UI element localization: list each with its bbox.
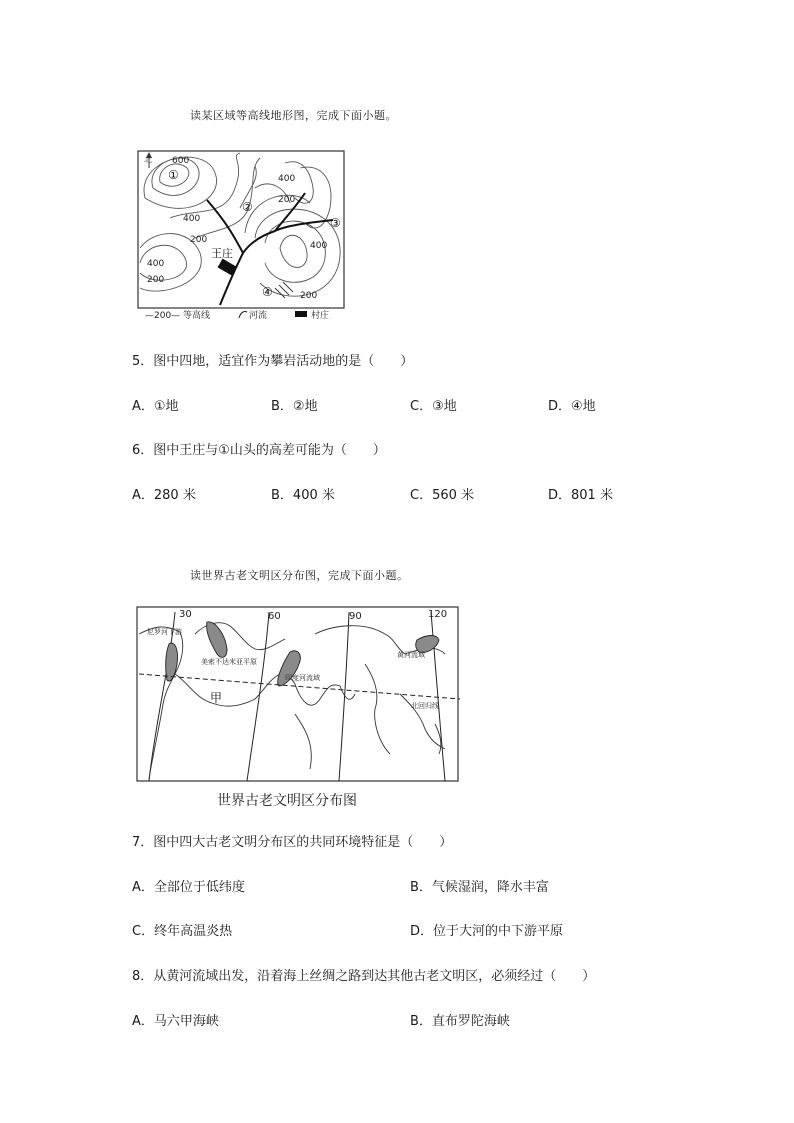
contour-map (135, 148, 347, 324)
village-label: 王庄 (211, 247, 233, 260)
longitude-label: 30 (179, 609, 192, 620)
tropic-label: 北回归线 (411, 702, 439, 710)
q6-option-a[interactable]: A．280 米 (132, 488, 196, 503)
contour-label: 200 (278, 195, 296, 205)
intro-text-1: 读某区域等高线地形图，完成下面小题。 (190, 109, 397, 122)
jia-label: 甲 (210, 691, 223, 705)
longitude-label: 120 (428, 609, 448, 620)
contour-label: 400 (310, 241, 328, 251)
site-marker-2: ② (242, 200, 253, 214)
intro-text-2: 读世界古老文明区分布图，完成下面小题。 (190, 569, 409, 582)
q7-option-a[interactable]: A．全部位于低纬度 (132, 880, 245, 895)
q7-option-d[interactable]: D．位于大河的中下游平原 (410, 924, 564, 939)
north-label: 北 (144, 155, 152, 164)
legend-village: 村庄 (311, 311, 330, 321)
contour-label: 400 (183, 214, 201, 224)
q5-option-c[interactable]: C．③地 (410, 399, 457, 414)
site-marker-4: ④ (262, 285, 273, 299)
q7-option-c[interactable]: C．终年高温炎热 (132, 924, 233, 939)
question-7-stem: 7．图中四大古老文明分布区的共同环境特征是（ ） (132, 835, 453, 850)
q6-option-b[interactable]: B．400 米 (271, 488, 335, 503)
question-5-stem: 5．图中四地，适宜作为攀岩活动地的是（ ） (132, 354, 414, 369)
contour-label: 400 (147, 259, 165, 269)
map-legend (145, 309, 329, 321)
q6-option-d[interactable]: D．801 米 (548, 488, 613, 503)
contour-label: 400 (278, 174, 296, 184)
map-frame (137, 607, 458, 781)
q5-option-d[interactable]: D．④地 (548, 399, 596, 414)
site-marker-1: ① (168, 168, 179, 182)
mesopotamia-label: 美索不达米亚平原 (201, 658, 257, 666)
longitude-label: 90 (349, 611, 362, 622)
q8-option-a[interactable]: A．马六甲海峡 (132, 1014, 219, 1029)
contour-label: 200 (147, 275, 165, 285)
world-map-caption: 世界古老文明区分布图 (217, 793, 357, 809)
contour-label: 600 (172, 156, 190, 166)
q5-option-b[interactable]: B．②地 (271, 399, 318, 414)
q5-option-a[interactable]: A．①地 (132, 399, 179, 414)
legend-river: 河流 (249, 311, 268, 321)
indus-label: 印度河流域 (285, 674, 320, 682)
world-civilization-map (135, 604, 461, 784)
contour-label: 200 (190, 235, 208, 245)
q7-option-b[interactable]: B．气候湿润，降水丰富 (410, 880, 549, 895)
yellow-river-label: 黄河流域 (397, 651, 425, 659)
question-6-stem: 6．图中王庄与①山头的高差可能为（ ） (132, 443, 386, 458)
longitude-label: 60 (268, 611, 281, 622)
village-legend-icon (295, 311, 307, 317)
legend-contour-sample: —200— (145, 311, 181, 321)
q8-option-b[interactable]: B．直布罗陀海峡 (410, 1014, 510, 1029)
contour-label: 200 (300, 291, 318, 301)
site-marker-3: ③ (330, 216, 341, 230)
nile-label: 尼罗河下游 (147, 628, 182, 636)
question-8-stem: 8．从黄河流域出发，沿着海上丝绸之路到达其他古老文明区，必须经过（ ） (132, 969, 596, 984)
legend-contour: 等高线 (183, 311, 211, 321)
river-legend-icon (239, 312, 247, 318)
q6-option-c[interactable]: C．560 米 (410, 488, 475, 503)
